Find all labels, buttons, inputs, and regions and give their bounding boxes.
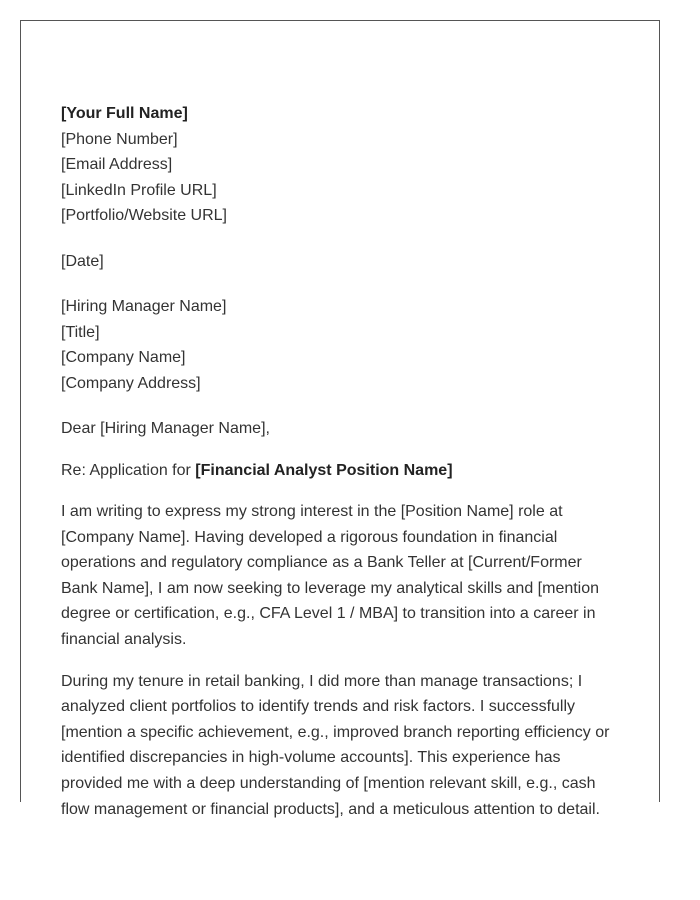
recipient-company: [Company Name] bbox=[61, 349, 186, 366]
letter-page bbox=[20, 20, 660, 818]
sender-portfolio: [Portfolio/Website URL] bbox=[61, 207, 227, 224]
sender-block bbox=[61, 101, 621, 229]
letter-content bbox=[61, 101, 621, 822]
subject-position: [Financial Analyst Position Name] bbox=[195, 461, 453, 479]
body-paragraph-1: I am writing to express my strong interest in the [Position Name] role at [Company Name]. Having developed a rigorous foundation in financial operations and regulatory compliance as a Bank Teller at [Current/Former Bank Name], I am now seeking to leverage my analytical skills and [mention degree or certification, e.g., CFA Level 1 / MBA] to transition into a career in financial analysis. bbox=[61, 503, 600, 648]
recipient-title: [Title] bbox=[61, 323, 100, 341]
sender-email: [Email Address] bbox=[61, 156, 173, 173]
date-block bbox=[61, 249, 621, 275]
recipient-name: [Hiring Manager Name] bbox=[61, 298, 227, 315]
recipient-block bbox=[61, 294, 621, 396]
salutation: Dear [Hiring Manager Name], bbox=[61, 420, 270, 437]
subject-prefix: Re: Application for bbox=[61, 461, 196, 479]
recipient-address: [Company Address] bbox=[61, 374, 201, 392]
sender-linkedin: [LinkedIn Profile URL] bbox=[61, 181, 217, 199]
body-paragraph-2: During my tenure in retail banking, I did more than manage transactions; I analyzed client portfolios to identify trends and risk factors. I successfully [mention a specific achievement, e.g., improved branch reporting efficiency or identified discrepancies in high-volume accounts]. This experience has provided me with a deep understanding of [mention relevant skill, e.g., cash flow management or financial products], and a meticulous attention to detail. bbox=[61, 672, 610, 818]
sender-full-name: [Your Full Name] bbox=[61, 105, 188, 122]
letter-date: [Date] bbox=[61, 252, 104, 270]
subject-line bbox=[61, 458, 621, 484]
sender-phone: [Phone Number] bbox=[61, 130, 178, 148]
